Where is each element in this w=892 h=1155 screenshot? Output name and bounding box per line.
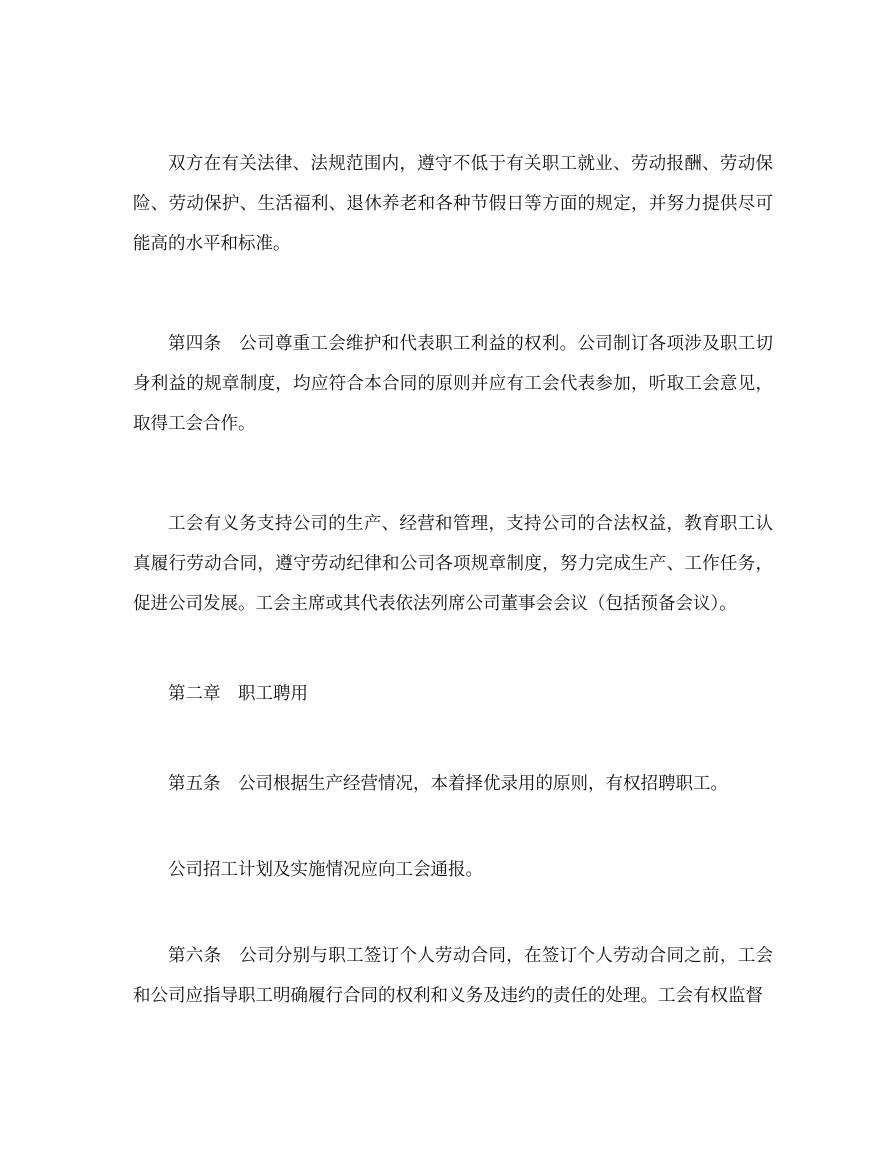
- chapter-heading-2: 第二章 职工聘用: [168, 684, 308, 704]
- paragraph-benefits-standards: 双方在有关法律、法规范围内，遵守不低于有关职工就业、劳动报酬、劳动保险、劳动保护、生活福利、退休养老和各种节假日等方面的规定，并努力提供尽可能高的水平和标准。: [133, 154, 773, 254]
- paragraph-article-4: 第四条 公司尊重工会维护和代表职工利益的权利。公司制订各项涉及职工切身利益的规章制度，均应符合本合同的原则并应有工会代表参加，听取工会意见，取得工会合作。: [133, 334, 773, 434]
- paragraph-article-6: 第六条 公司分别与职工签订个人劳动合同，在签订个人劳动合同之前，工会和公司应指导职工明确履行合同的权利和义务及违约的责任的处理。工会有权监督: [133, 946, 773, 1006]
- document-body: [133, 144, 773, 1016]
- paragraph-union-obligations: 工会有义务支持公司的生产、经营和管理，支持公司的合法权益，教育职工认真履行劳动合同，遵守劳动纪律和公司各项规章制度，努力完成生产、工作任务，促进公司发展。工会主席或其代表依法列席公司董事会会议（包括预备会议）。: [133, 514, 773, 614]
- paragraph-article-5: 第五条 公司根据生产经营情况，本着择优录用的原则，有权招聘职工。: [168, 774, 728, 794]
- paragraph-hiring-plan: 公司招工计划及实施情况应向工会通报。: [168, 860, 483, 880]
